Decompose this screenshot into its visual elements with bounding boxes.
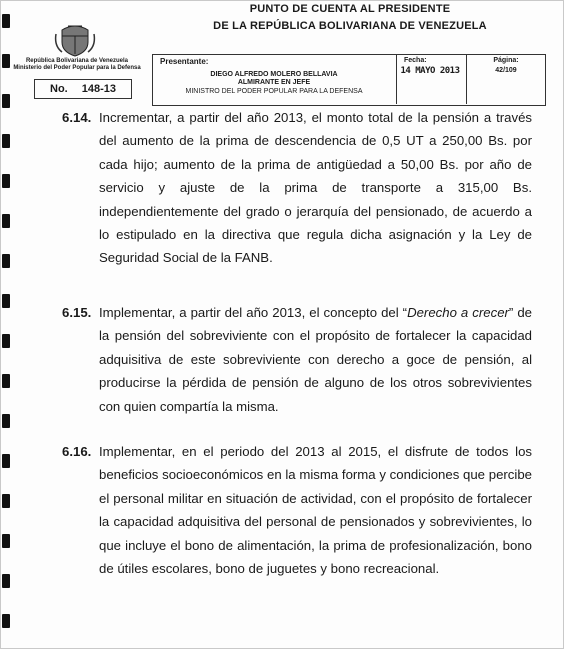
binder-hole [2,454,10,468]
binder-hole [2,374,10,388]
binder-hole [2,534,10,548]
binder-hole [2,334,10,348]
fecha-stamp: 14 MAYO 2013 [400,66,460,76]
binder-hole [2,494,10,508]
ministry-line2: Ministerio del Poder Popular para la Defensa [13,65,141,71]
pagina-value: 42/109 [495,67,517,74]
paragraph-6-14 [62,106,532,270]
paragraph-number: 6.14. [62,110,92,125]
coat-of-arms-icon [54,24,96,58]
header-divider [396,54,397,104]
document-number-label: No. [50,83,68,95]
binder-hole [2,414,10,428]
presentante-name: DIEGO ALFREDO MOLERO BELLAVIA [210,71,338,78]
header-title-line1: PUNTO DE CUENTA AL PRESIDENTE [249,3,451,15]
paragraph-text-end: ” de la pensión del sobreviviente con el propósito de fortalecer la capacidad adquisitiva de este sobreviviente con derecho a goce de pensión, al producirse la pérdida de pensión de alguno de los otros sobrevivientes con quien compartía la misma. [99,305,532,414]
paragraph-number: 6.15. [62,305,92,320]
presentante-rank: ALMIRANTE EN JEFE [237,79,311,86]
paragraph-text: Implementar, en el periodo del 2013 al 2015, el disfrute de todos los beneficios socioeconómicos en la misma forma y condiciones que percibe el personal militar en situación de actividad, con el propósito de fortalecer la capacidad adquisitiva del personal de pensionados y sobrevivientes, lo que incluye el bono de alimentación, la prima de profesionalización, bono de útiles escolares, bono de juguetes y bono recreacional. [99,444,532,577]
paragraph-number: 6.16. [62,444,92,459]
binder-holes [2,14,14,634]
presentante-label: Presentante: [160,57,209,66]
pagina-label: Página: [493,57,519,64]
binder-hole [2,214,10,228]
presentante-office: MINISTRO DEL PODER POPULAR PARA LA DEFENSA [185,88,363,95]
binder-hole [2,134,10,148]
paragraph-text [99,301,532,418]
paragraph-6-16 [62,440,532,580]
binder-hole [2,254,10,268]
binder-hole [2,294,10,308]
document-header [0,0,564,107]
binder-hole [2,174,10,188]
paragraph-6-15 [62,301,532,418]
fecha-label: Fecha: [404,57,427,64]
binder-hole [2,574,10,588]
paragraph-text-start: Implementar, a partir del año 2013, el concepto del “ [99,305,408,320]
header-title-line2: DE LA REPÚBLICA BOLIVARIANA DE VENEZUELA [213,20,487,32]
document-number-value: 148-13 [81,83,116,95]
document-number-box [34,79,132,99]
ministry-line1: República Bolivariana de Venezuela [25,58,129,64]
paragraph-text: Incrementar, a partir del año 2013, el monto total de la pensión a través del aumento de la prima de descendencia de 0,5 UT a 250,00 Bs. por cada hijo; aumento de la prima de antigüedad a 50,00 Bs. por año de servicio y ajuste de la prima de transporte a 315,00 Bs. independientemente del grado o jerarquía del pensionado, de acuerdo a lo estipulado en la directiva que regula dicha asignación y la Ley de Seguridad Social de la FANB. [99,110,532,266]
header-divider [466,54,467,104]
binder-hole [2,614,10,628]
paragraph-text-italic: Derecho a crecer [407,305,509,320]
